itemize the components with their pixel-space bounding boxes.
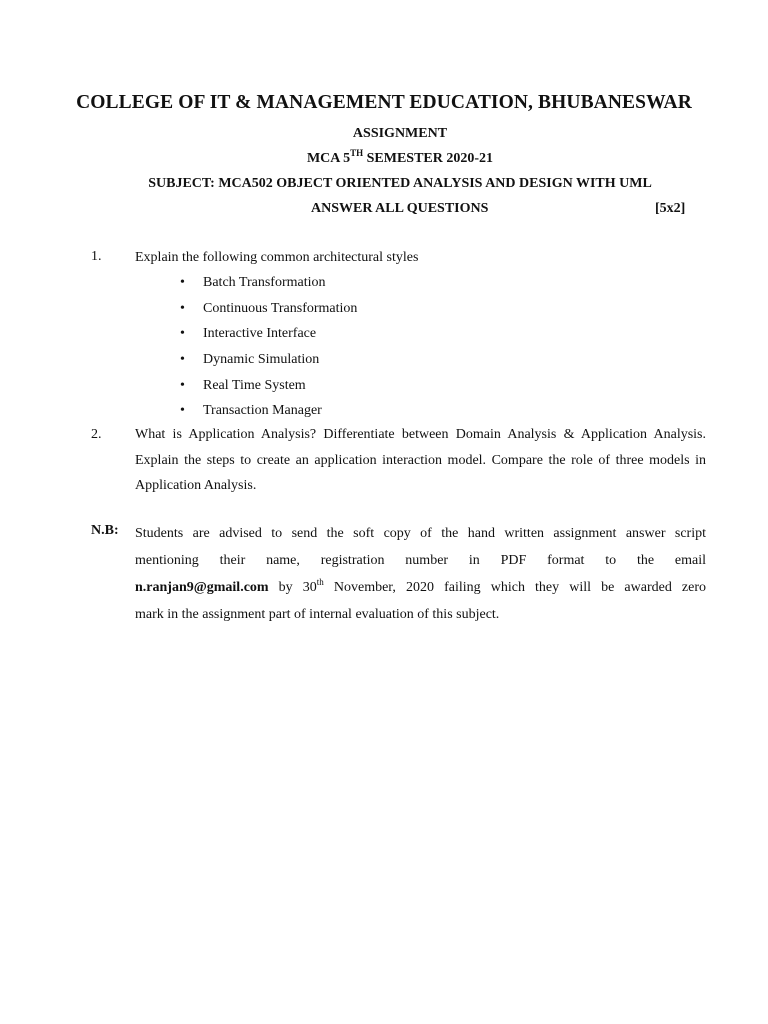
college-title: COLLEGE OF IT & MANAGEMENT EDUCATION, BHUBANESWAR — [76, 92, 692, 113]
note-line-1: Students are advised to send the soft copy of the hand written assignment answer script — [135, 526, 706, 541]
question-2-text: What is Application Analysis? Differentiate between Domain Analysis & Application Analysis. Explain the steps to create an application interaction model. Compare the role of three models in Application Analysis. — [135, 427, 706, 493]
list-item — [180, 347, 480, 373]
list-item-label: Interactive Interface — [203, 326, 317, 342]
marks-label: [5x2] — [655, 201, 686, 216]
note-line-2: mentioning their name, registration number in PDF format to the email — [135, 553, 706, 568]
architectural-styles-list — [180, 270, 480, 424]
list-item — [180, 270, 480, 296]
note-label: N.B: — [91, 523, 119, 538]
list-item — [180, 296, 480, 322]
date-superscript: th — [316, 577, 324, 587]
subject-heading: SUBJECT: MCA502 OBJECT ORIENTED ANALYSIS AND DESIGN WITH UML — [148, 176, 652, 191]
list-item-label: Batch Transformation — [203, 275, 326, 290]
bullet-icon: • — [180, 300, 185, 316]
bullet-icon: • — [180, 326, 185, 342]
note-text — [135, 520, 706, 628]
list-item — [180, 321, 480, 347]
note-line-3b: November, 2020 failing which they will be awarded zero — [323, 580, 707, 595]
answer-all-label: ANSWER ALL QUESTIONS — [311, 201, 489, 216]
assignment-heading: ASSIGNMENT — [352, 126, 448, 141]
bullet-icon: • — [180, 403, 185, 419]
bullet-icon: • — [180, 275, 185, 290]
list-item — [180, 373, 480, 399]
question-2-number: 2. — [91, 427, 102, 442]
semester-prefix: MCA 5 — [306, 151, 351, 166]
semester-suffix: SEMESTER 2020-21 — [363, 151, 494, 166]
note-line-4: mark in the assignment part of internal evaluation of this subject. — [135, 607, 500, 622]
question-1-text: Explain the following common architectural styles — [135, 250, 419, 265]
note-line-3 — [135, 574, 706, 601]
list-item-label: Dynamic Simulation — [203, 352, 320, 368]
bullet-icon: • — [180, 377, 185, 393]
question-1-number: 1. — [91, 249, 102, 264]
semester-heading — [0, 148, 768, 167]
list-item — [180, 398, 480, 424]
bullet-icon: • — [180, 352, 185, 368]
semester-superscript: TH — [350, 148, 364, 158]
list-item-label: Transaction Manager — [203, 403, 322, 419]
email-address: n.ranjan9@gmail.com — [135, 580, 269, 595]
note-line-3a: by 30 — [268, 580, 317, 595]
list-item-label: Continuous Transformation — [203, 300, 358, 316]
list-item-label: Real Time System — [203, 377, 306, 393]
